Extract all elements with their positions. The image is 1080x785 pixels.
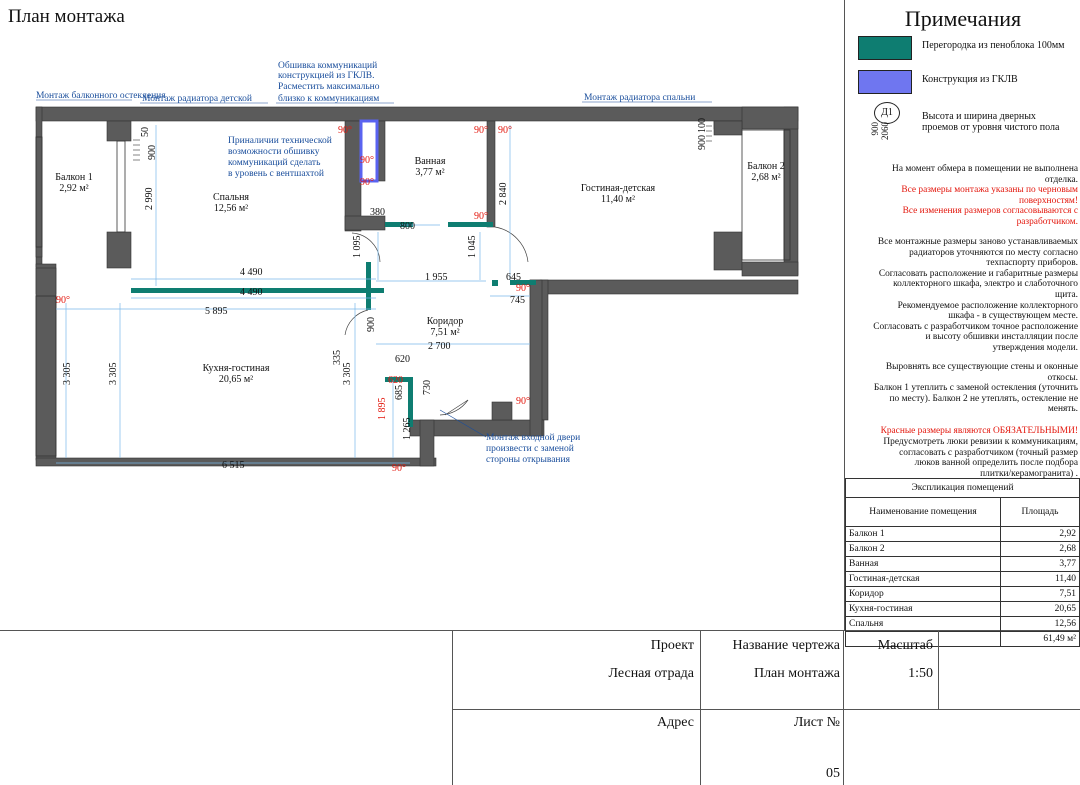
callout-tech-3: коммуникаций сделать [228,158,321,168]
dim-685: 685 [394,385,405,400]
dim-900-a: 900 [147,145,158,160]
room-balcony1-name: Балкон 1 [55,172,93,183]
page-title: План монтажа [8,6,125,27]
room-bathroom-name: Ванная [414,156,446,167]
tb-sheet-label: Лист № [793,715,840,730]
tb-drawing-label: Название чертежа [732,638,840,653]
dim-3305-b: 3 305 [62,362,73,385]
room-corridor-name: Коридор [426,316,464,327]
door-symbol-text-1: Высота и ширина дверных [922,111,1036,122]
callout-gkl-4: близко к коммуникациям [278,94,380,104]
room-corridor-area: 7,51 м² [430,327,460,338]
dim-900-c: 900 [366,317,377,332]
table-row: Балкон 2 2,68 [846,542,1080,557]
room-kitchen-name: Кухня-гостиная [202,363,270,374]
note-dimensions-warning: Все размеры монтажа указаны по черновым поверхностям! Все изменения размеров согласовываются с разработчиком. [901,185,1078,227]
table-row: Ванная 3,77 [846,557,1080,572]
legend-label-gklv: Конструкция из ГКЛВ [922,74,1018,85]
room-balcony2-name: Балкон 2 [747,161,785,172]
dim-645: 645 [506,272,521,283]
room-kitchen-area: 20,65 м² [218,374,254,385]
room-living-area: 11,40 м² [601,194,635,205]
room-balcony1-area: 2,92 м² [59,183,89,194]
callout-door-2: произвести с заменой [486,444,574,454]
room-living-name: Гостиная-детская [580,183,656,194]
dim-50: 50 [140,127,151,137]
tb-drawing-value: План монтажа [753,666,840,681]
callout-door-3: стороны открывания [486,455,570,465]
tb-line-3 [843,630,844,785]
explication-table [845,478,1080,647]
tb-scale-value: 1:50 [908,666,933,681]
svg-text:90°: 90° [516,396,530,407]
callout-tech-2: возможности обшивку [228,147,320,157]
dim-1895: 1 895 [377,397,388,420]
callout-door-1: Монтаж входной двери [486,433,581,443]
col-room-name: Наименование помещения [846,498,1001,527]
dim-4490-a: 4 490 [240,267,263,278]
dim-1095: 1 095 [352,235,363,258]
tb-line-2 [700,630,701,785]
svg-text:90°: 90° [338,125,352,136]
svg-text:90°: 90° [474,211,488,222]
dim-620-a: 620 [395,354,410,365]
gklv-construction [361,121,377,181]
tb-sheet-value: 05 [826,766,840,781]
door-symbol [868,102,1078,138]
notes-title: Примечания [904,6,1022,31]
explication-title: Экспликация помещений [846,479,1080,498]
dim-2700: 2 700 [428,341,451,352]
callout-gkl-2: конструкцией из ГКЛВ. [278,71,375,81]
door-symbol-height: 2060 [880,122,890,140]
note-hatches: Предусмотреть люки ревизии к коммуникациям, согласовать с разработчиком (точный размер люков ванной определить после подбора плитки/керамогранита) . [883,437,1078,479]
callout-tech-1: Приналичии технической [228,136,332,146]
door-symbol-width: 900 [870,122,880,136]
svg-text:90°: 90° [516,283,530,294]
note-radiators: Все монтажные размеры заново устанавливаемых радиаторов уточняются по месту согласно техпаспорту приборов. Согласовать расположение и габаритные размеры коллекторного шкафа, электро и слаботочного щита. Рекомендуемое расположение коллекторного шкафа - в существующем месте. Согласовать с разработчиком точное расположение и высоту обшивки инсталляции после утверждения модели. [873,237,1078,353]
dim-335: 335 [332,350,343,365]
dim-1265: 1 265 [402,417,413,440]
table-row: Гостиная-детская 11,40 [846,572,1080,587]
table-row: Балкон 1 2,92 [846,527,1080,542]
tb-line-1 [452,630,453,785]
room-bedroom-area: 12,56 м² [213,203,249,214]
callout-tech-4: в уровень с вентшахтой [228,169,324,179]
dim-620-b: 620 [388,375,403,386]
tb-project-label: Проект [650,638,694,653]
callout-radiator-kids: Монтаж радиатора детской [142,94,252,104]
tb-scale-label: Масштаб [877,638,933,653]
svg-text:90°: 90° [360,155,374,166]
dim-100: 100 [697,118,708,133]
dim-5895: 5 895 [205,306,228,317]
door-symbol-circle: Д1 [874,102,900,124]
dim-900-b: 900 [697,135,708,150]
room-balcony2-area: 2,68 м² [751,172,781,183]
dim-2990: 2 990 [144,187,155,210]
dim-730: 730 [422,380,433,395]
dim-1045: 1 045 [467,235,478,258]
svg-text:90°: 90° [474,125,488,136]
dim-800: 800 [400,221,415,232]
col-area: Площадь [1001,498,1080,527]
room-bedroom-name: Спальня [212,192,250,203]
dim-745: 745 [510,295,525,306]
dim-2840: 2 840 [498,182,509,205]
radiators [133,126,712,160]
dim-3305-c: 3 305 [342,362,353,385]
legend-swatch-gklv [858,70,912,94]
dim-380: 380 [370,207,385,218]
legend-swatch-foam [858,36,912,60]
floor-plan [0,50,840,490]
door-symbol-text-2: проемов от уровня чистого пола [922,122,1060,133]
tb-mid-line [452,709,1080,710]
callout-gkl-1: Обшивка коммуникаций [278,61,378,71]
room-bathroom-area: 3,77 м² [415,167,445,178]
callout-gkl-3: Расместить максимально [278,82,380,92]
note-walls-balcony: Выровнять все существующие стены и оконные откосы. Балкон 1 утеплить с заменой остекления (уточнить по месту). Балкон 2 не утеплять, остекление не менять. [873,362,1078,415]
svg-text:90°: 90° [360,177,374,188]
dim-1955: 1 955 [425,272,448,283]
legend-foam-block [858,36,1078,66]
legend-gklv [858,70,1078,100]
dim-4490-b: 4 490 [240,287,263,298]
tb-project-value: Лесная отрада [608,666,694,681]
tb-address-label: Адрес [656,715,694,730]
dim-3305-a: 3 305 [108,362,119,385]
svg-text:90°: 90° [392,463,406,474]
tb-line-4 [938,630,939,710]
table-row: Спальня 12,56 [846,617,1080,632]
table-row: Кухня-гостиная 20,65 [846,602,1080,617]
table-row: Коридор 7,51 [846,587,1080,602]
svg-text:90°: 90° [56,295,70,306]
total-row: 61,49 м² [846,632,1080,647]
legend-label-foam: Перегородка из пеноблока 100мм [922,40,1065,51]
callout-balcony-glazing: Монтаж балконного остекления [36,91,166,101]
note-survey: На момент обмера в помещении не выполнена отделка. [892,164,1078,185]
dim-6515: 6 515 [222,460,245,471]
note-red-mandatory: Красные размеры являются ОБЯЗАТЕЛЬНЫМИ! [880,426,1078,436]
callout-radiator-bedroom: Монтаж радиатора спальни [584,93,696,103]
svg-text:90°: 90° [498,125,512,136]
